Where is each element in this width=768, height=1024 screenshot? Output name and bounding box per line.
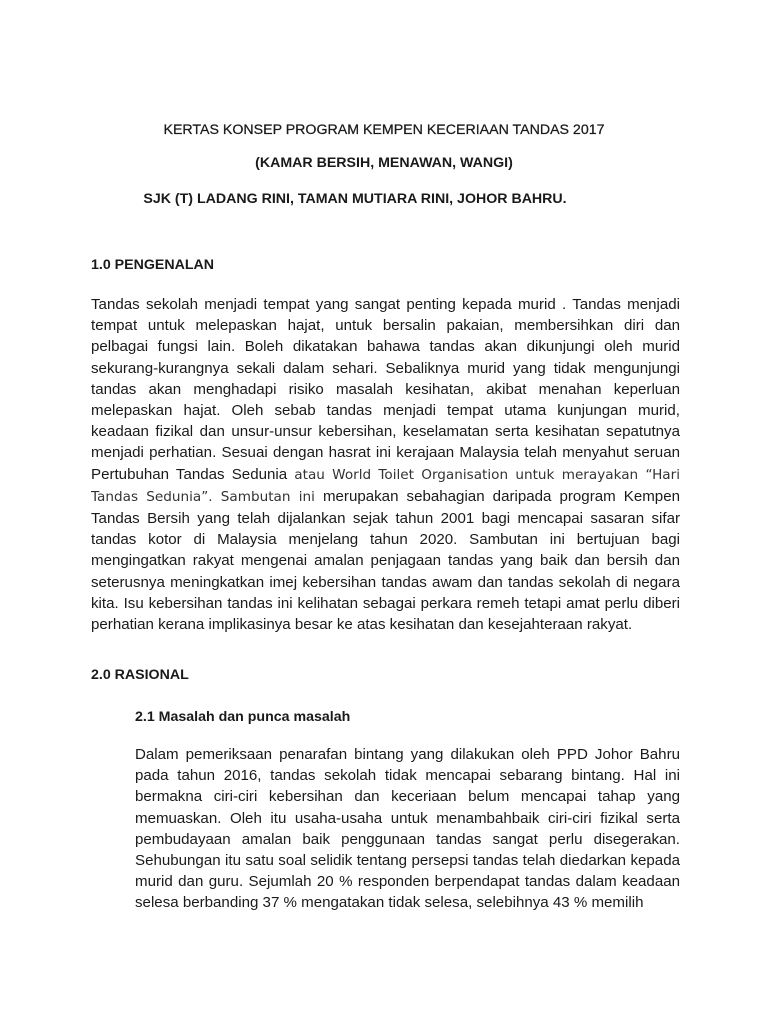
introduction-text-part-1: Tandas sekolah menjadi tempat yang sangat penting kepada murid . Tandas menjadi tempat untuk melepaskan hajat, untuk bersalin pakaian, membersihkan diri dan pelbagai fungsi lain. Boleh dikatakan bahawa tandas akan dikunjungi oleh murid sekurang-kurangnya sekali dalam sehari. Sebaliknya murid yang tidak mengunjungi tandas akan menghadapi risiko masalah kesihatan, akibat menahan keperluan melepaskan hajat. Oleh sebab tandas menjadi tempat utama kunjungan murid, keadaan fizikal dan unsur-unsur kebersihan, keselamatan serta kesihatan sepatutnya menjadi perhatian. Sesuai dengan hasrat ini kerajaan Malaysia telah menyahut seruan Pertubuhan Tandas Sedunia [91,296,680,483]
section-heading-rasional: 2.0 RASIONAL [91,667,189,683]
problem-paragraph: Dalam pemeriksaan penarafan bintang yang dilakukan oleh PPD Johor Bahru pada tahun 2016, tandas sekolah tidak mencapai sebarang bintang. Hal ini bermakna ciri-ciri kebersihan dan keceriaan belum mencapai tahap yang memuaskan. Oleh itu usaha-usaha untuk menambahbaik ciri-ciri fizikal serta pembudayaan amalan baik penggunaan tandas sangat perlu disegerakan. Sehubungan itu satu soal selidik tentang persepsi tandas telah diedarkan kepada murid dan guru. Sejumlah 20 % responden berpendapat tandas dalam keadaan selesa berbanding 37 % mengatakan tidak selesa, selebihnya 43 % memilih [135,746,680,912]
section-heading-pengenalan: 1.0 PENGENALAN [91,257,214,273]
introduction-text-part-2: atau World Toilet Organisation untuk merayakan “Hari Tandas Sedunia”. Sambutan ini [91,466,680,505]
introduction-paragraph [91,294,680,635]
subsection-heading-masalah: 2.1 Masalah dan punca masalah [135,709,351,725]
document-title: KERTAS KONSEP PROGRAM KEMPEN KECERIAAN TANDAS 2017 [163,122,605,138]
introduction-text-part-3: merupakan sebahagian daripada program Kempen Tandas Bersih yang telah dijalankan sejak tahun 2001 bagi mencapai sasaran sifar tandas kotor di Malaysia menjelang tahun 2020. Sambutan ini bertujuan bagi mengingatkan rakyat mengenai amalan penjagaan tandas yang baik dan bersih dan seterusnya meningkatkan imej kebersihan tandas awam dan tandas sekolah di negara kita. Isu kebersihan tandas ini kelihatan sebagai perkara remeh tetapi amat perlu diberi perhatian kerana implikasinya besar ke atas kesihatan dan kesejahteraan rakyat. [91,487,680,634]
school-name: SJK (T) LADANG RINI, TAMAN MUTIARA RINI, JOHOR BAHRU. [143,191,567,207]
document-subtitle: (KAMAR BERSIH, MENAWAN, WANGI) [255,155,513,171]
